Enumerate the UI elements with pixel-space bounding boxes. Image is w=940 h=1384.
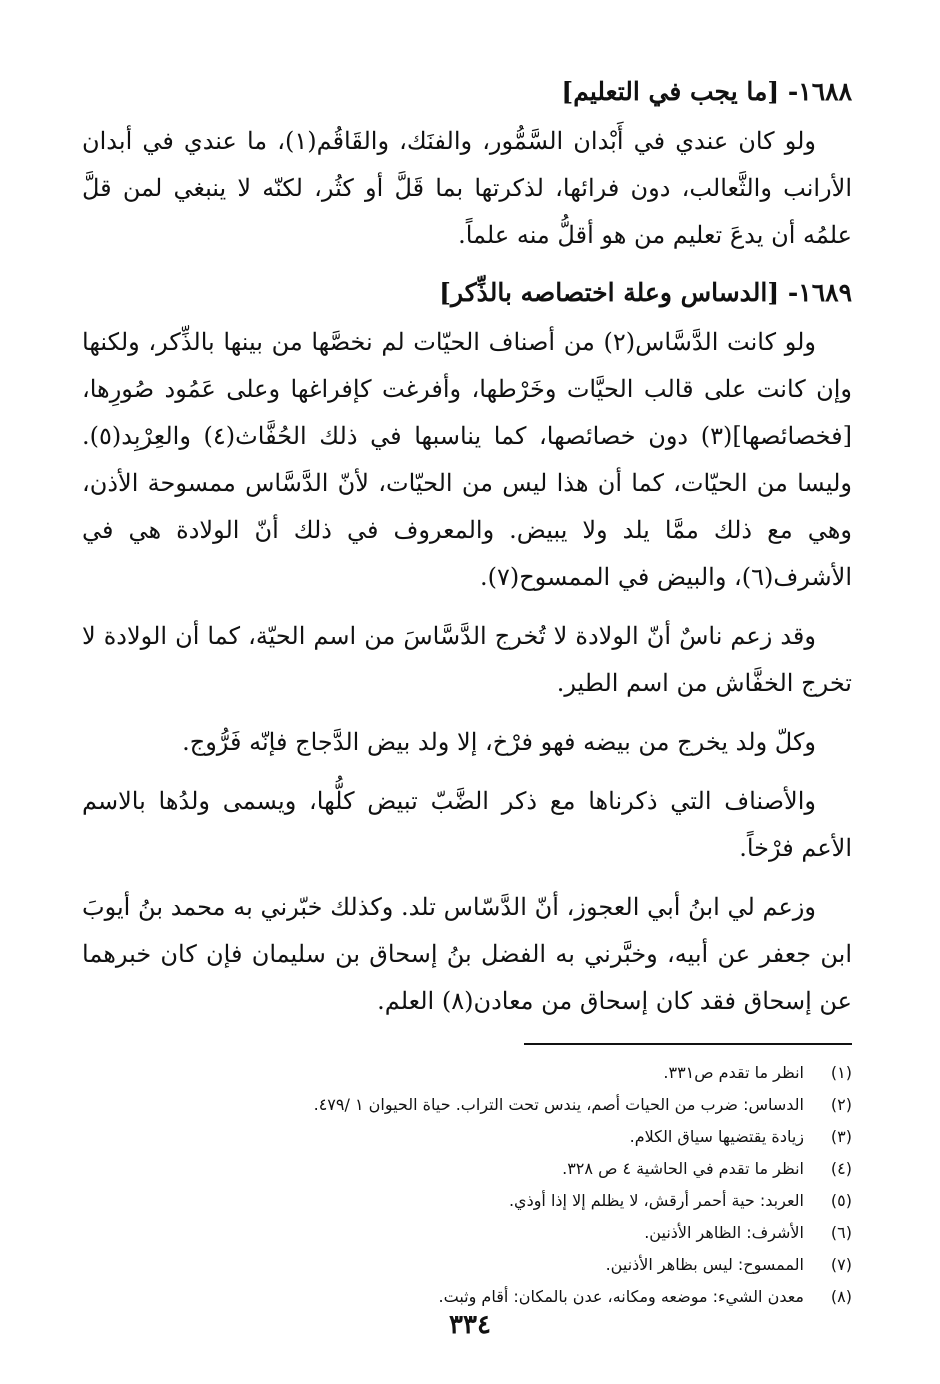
footnote-number: (١)	[830, 1063, 852, 1082]
footnote-item	[82, 1249, 852, 1281]
paragraph-1689-2: وقد زعم ناسٌ أنّ الولادة لا تُخرج الدَّسَّاسَ من اسم الحيّة، كما أن الولادة لا تخرج الخفَّاش من اسم الطير.	[82, 622, 852, 697]
section-heading-1688: ١٦٨٨- [ما يجب في التعليم]	[561, 77, 852, 106]
footnote-number: (٣)	[830, 1127, 852, 1146]
footnote-separator	[524, 1043, 852, 1045]
footnote-number: (٧)	[830, 1255, 852, 1274]
paragraph-1689-5: وزعم لي ابنُ أبي العجوز، أنّ الدَّسّاس تلد. وكذلك خبّرني به محمد بنُ أيوبَ ابن جعفر عن أبيه، وخبَّرني به الفضل بنُ إسحاق بن سليمان فإن كان خبرهما عن إسحاق فقد كان إسحاق من معادن(٨) العلم.	[82, 893, 852, 1015]
footnote-item	[82, 1217, 852, 1249]
footnote-number: (٤)	[830, 1159, 852, 1178]
footnote-text: انظر ما تقدم في الحاشية ٤ ص ٣٢٨.	[562, 1159, 804, 1178]
footnote-item	[82, 1089, 852, 1121]
page-number: ٣٣٤	[449, 1310, 491, 1340]
paragraph-1689-4: والأصناف التي ذكرناها مع ذكر الضَّبّ تبيض كلُّها، ويسمى ولدُها بالاسم الأعم فرْخاً.	[82, 787, 852, 862]
footnote-item	[82, 1281, 852, 1313]
footnote-item	[82, 1185, 852, 1217]
paragraph-1689-3: وكلّ ولد يخرج من بيضه فهو فرْخ، إلا ولد بيض الدَّجاج فإنّه فَرُّوج.	[182, 728, 816, 756]
footnote-text: انظر ما تقدم ص٣٣١.	[663, 1063, 804, 1082]
footnote-item	[82, 1121, 852, 1153]
footnote-text: الممسوح: ليس بظاهر الأذنين.	[605, 1255, 804, 1274]
footnote-text: العربد: حية أحمر أرقش، لا يظلم إلا إذا أوذي.	[508, 1191, 804, 1210]
paragraph-1688: ولو كان عندي في أَبْدان السَّمُّور، والفنَك، والقَاقُم(١)، ما عندي في أبدان الأرانب والثَّعالب، دون فرائها، لذكرتها بما قَلَّ أو كثُر، لكنّه لا ينبغي لمن قلَّ علمُه أن يدعَ تعليم من هو أقلُّ منه علماً.	[82, 127, 852, 249]
section-heading-1689: ١٦٨٩- [الدساس وعلة اختصاصه بالذِّكر]	[439, 278, 852, 307]
paragraph-1689-1: ولو كانت الدَّسَّاس(٢) من أصناف الحيّات لم نخصَّها من بينها بالذِّكر، ولكنها وإن كانت على قالب الحيَّات وخَرْطها، وأفرغت كإفراغها وعلى عَمُود صُورِها، [فخصائصها](٣) دون خصائصها، كما يناسبها في ذلك الحُفَّاث(٤) والعِرْبِد(٥). وليسا من الحيّات، كما أن هذا ليس من الحيّات، لأنّ الدَّسَّاس ممسوحة الأذن، وهي مع ذلك ممَّا يلد ولا يبيض. والمعروف في ذلك أنّ الولادة هي في الأشرف(٦)، والبيض في الممسوح(٧).	[82, 328, 852, 591]
footnote-number: (٢)	[830, 1095, 852, 1114]
footnote-item	[82, 1057, 852, 1089]
footnote-number: (٨)	[830, 1287, 852, 1306]
footnote-item	[82, 1153, 852, 1185]
footnote-number: (٦)	[830, 1223, 852, 1242]
footnote-text: الدساس: ضرب من الحيات أصم، يندس تحت التراب. حياة الحيوان ١ /٤٧٩.	[313, 1095, 804, 1114]
footnote-text: معدن الشيء: موضعه ومكانه، عدن بالمكان: أقام وثبت.	[438, 1287, 804, 1306]
footnotes-list	[82, 1057, 852, 1313]
footnote-text: زيادة يقتضيها سياق الكلام.	[629, 1127, 804, 1146]
footnote-text: الأشرف: الظاهر الأذنين.	[644, 1223, 804, 1242]
footnote-number: (٥)	[830, 1191, 852, 1210]
